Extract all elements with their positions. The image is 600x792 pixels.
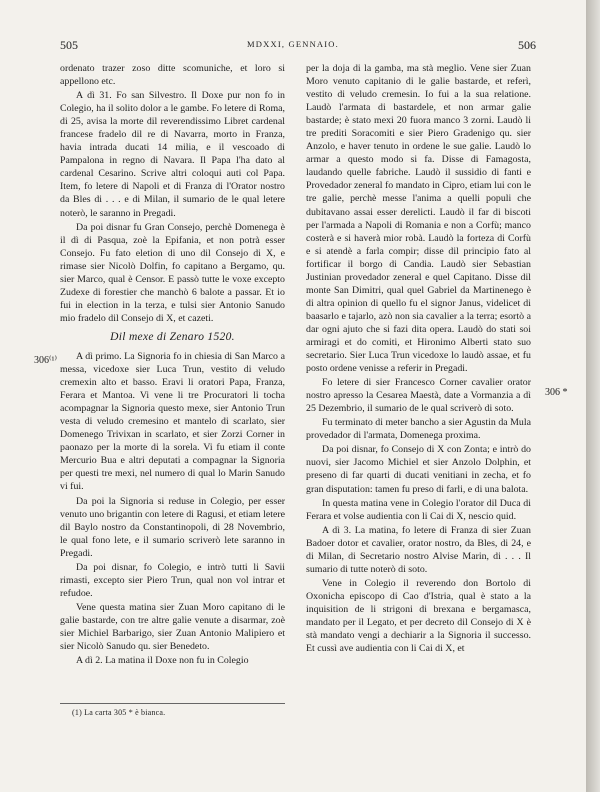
- right-paragraph-4: Da poi disnar, fo Consejo di X con Zonta; e intrò do nuovi, sier Jacomo Michiel et sier Anzolo Dolphin, et preseno di far quarti di ducati venitiani in zecha, et fo gran disputation: tamen fu preso di farli, e di una balota.: [306, 444, 531, 495]
- left-paragraph-3: Da poi disnar fu Gran Consejo, perchè Domenega è il dì di Pasqua, zoè la Epifania, et non potrà esser Consejo. Fu fato eletion di uno dil Consejo di X, e rimase sier Nicolò Dolfin, fo capitano a Bergamo, qu. sier Marco, qual è Censor. E passò tutte le voxe excepto Zudexe di forestier che manchò 6 balote a passar. Et io fui in election in la terza, e tulsi sier Antonio Sanudo mio fradelo dil Consejo di X, et cazeti.: [60, 221, 285, 324]
- right-paragraph-3: Fu terminato di meter bancho a sier Agustin da Mula provedador di l'armata, Domenega proxima.: [306, 417, 531, 442]
- page-header: [0, 38, 586, 58]
- page-number-left: 505: [60, 38, 78, 52]
- page-edge-shadow: [586, 0, 600, 792]
- section-title: Dil mexe di Zenaro 1520.: [110, 330, 235, 343]
- right-paragraph-5: In questa matina vene in Colegio l'orator dil Duca di Ferara et volse audientia con li Cai di X, nescio quid.: [306, 497, 531, 522]
- right-paragraph-2: Fo letere di sier Francesco Corner cavalier orator nostro apresso la Cesarea Maestà, date a Vormanzia a dì 25 Dezembrio, il sumario de le qual scriverò di soto.: [306, 377, 531, 415]
- left-paragraph-4: A dì primo. La Signoria fo in chiesia di San Marco a messa, vicedoxe sier Luca Trun, vestito di veludo cremexin alto et basso. Eravi li oratori Papa, Franza, Ferara et Mantoa. Vi vene li tre Procuratori li tocha acompagnar la Signoria questo mexe, sier Antonio Trun vesta di veludo cremesino et mantelo di scarlato, sier Domenego Trivixan in scarlato, et sier Zorzi Corner in paonazo per la morte di la sorela. Vi fu etiam il conte Mercurio Bua e altri deputati a compagnar la Signoria per questi tre mexi, nel numero di qual lo Marin Sanudo vi fui.: [60, 350, 285, 493]
- margin-note-right: 306 *: [545, 387, 568, 398]
- left-paragraph-6: Da poi disnar, fo Colegio, e intrò tutti li Savii rimasti, excepto sier Piero Trun, qual non vol intrar et refudoe.: [60, 561, 285, 599]
- left-paragraph-5: Da poi la Signoria si reduse in Colegio, per esser venuto uno brigantin con letere di Ragusi, et etiam letere dil Baylo nostro da Constantinopoli, di 28 Novembrio, le qual fono lete, e il sumario scriverò lete saranno in Pregadi.: [60, 495, 285, 559]
- left-paragraph-2: A dì 31. Fo san Silvestro. Il Doxe pur non fo in Colegio, ha il solito dolor a le gambe. Fo letere di Roma, di 25, avisa la morte dil reverendissimo Libret cardenal francese fradelo dil re di Navarra, morto in Franza, havia intrada ducati 14 milia, e il vescoado di Pampalona in regno di Navara. Il Papa l'ha dato al cardenal Cesarino. Scrive altri coloqui auti col Papa. Item, fo letere di Napoli et di Franza di l'Orator nostro da Bles di . . . e di Milan, il sumario de le qual letere noterò, le saranno in Pregadi.: [60, 90, 285, 219]
- footnote: (1) La carta 305 * è bianca.: [72, 708, 166, 717]
- left-column: [60, 62, 285, 668]
- left-paragraph-7: Vene questa matina sier Zuan Moro capitano di le galie bastarde, con tre altre galie venute a disarmar, zoè sier Michiel Barbarigo, sier Zuan Antonio Malipiero et sier Nicolò Sanudo qu. sier Benedeto.: [60, 601, 285, 653]
- right-column: [306, 62, 531, 656]
- running-title: MDXXI, GENNAIO.: [247, 39, 339, 49]
- right-paragraph-7: Vene in Colegio il reverendo don Bortolo di Oxonicha episcopo di Cao d'Istria, qual è stato a la inquisition de li strigoni di brexana e bergamasca, mandato per il Legato, et per decreto dil Consejo di X è stà mandato vengi a dechiarir a la Signoria il successo. Et cussì ave audientia con li Cai di X, et: [306, 577, 531, 655]
- left-paragraph-1: ordenato trazer zoso ditte scomuniche, et loro si appellono etc.: [60, 63, 285, 88]
- margin-note-left: 306⁽¹⁾: [34, 355, 57, 366]
- right-paragraph-1: per la doja di la gamba, ma stà meglio. Vene sier Zuan Moro venuto capitanio di le galie bastarde, et referì, vestito di veludo cremesin. Io fui a la sua relatione. Laudò l'armata di bastardele, et non armar galie bastarde; è stato mexi 20 fuora manco 3 zorni. Laudò li tre prediti Soracomiti e sier Piero Gradenigo qu. sier Anzolo, e haver tenuto in ordene le sue galie. Laudò lo armar a questo modo si fa. Disse di Famagosta, laudando quelle fabriche. Laudò il sussidio di fanti e Provedador zeneral fo mandato in Cipro, etiam lui con le tre galie, perchè messe l'anima a quelli populi che dubitavano assai esser derelicti. Laudò il far di biscoti per l'armada a Napoli di Romania e non a Corfù; manco costerà e si haverà mior robà. Laudò la forteza di Corfù e si atendè a farla compir; disse dil principio fato al fortificar il borgo di Candia. Laudò sier Sebastian Justinian provedador zeneral e quel Capitano. Disse dil monte San Dimitri, qual quel Gabriel da Martinenego è di altra opinion di quello fu el signor Janus, videlicet di baasarlo e tajarlo, azò non sia cavalier a la terra; esortò a dar ogni ajuto che si fazi dita opera. Laudò do stati soi armiragi et do comiti, et Hironimo Alberti stato suo secretario. Sier Luca Trun vicedoxe lo laudò assae, et fu posto ordene venisse a referir in Pregadi.: [306, 63, 531, 375]
- footnote-divider: [60, 703, 285, 704]
- right-paragraph-6: A dì 3. La matina, fo letere di Franza di sier Zuan Badoer dotor et cavalier, orator nostro, da Bles, di 24, e di Milan, di Secretario nostro Alvise Marin, di . . . Il sumario di tutte noterò di soto.: [306, 524, 531, 575]
- page-number-right: 506: [518, 38, 536, 52]
- left-paragraph-8: A dì 2. La matina il Doxe non fu in Colegio: [76, 655, 249, 667]
